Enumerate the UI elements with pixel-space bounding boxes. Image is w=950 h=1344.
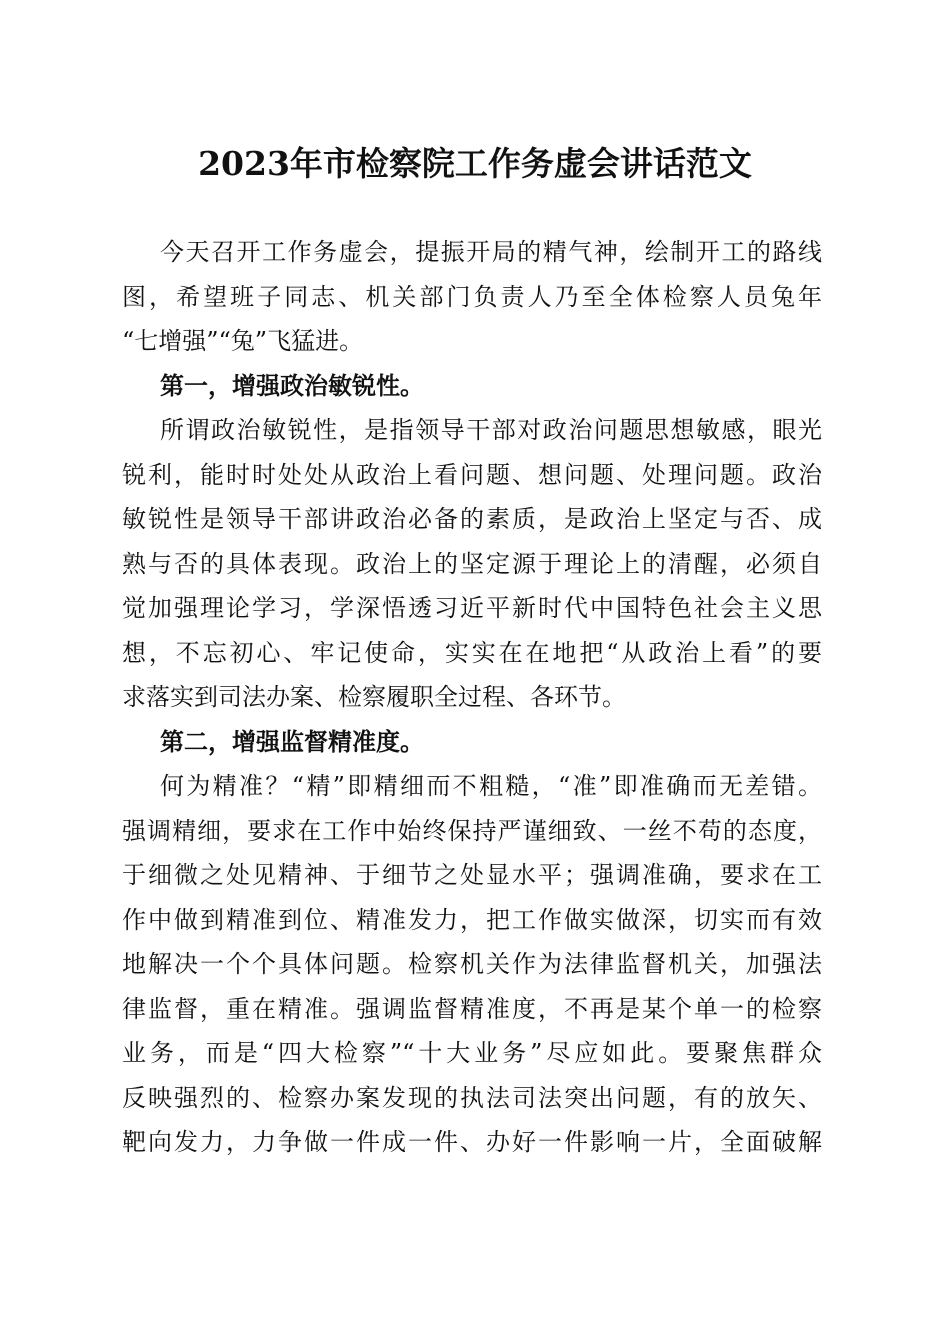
- paragraph: [122, 764, 822, 1165]
- text-line: 第二，增强监督精准度。: [160, 726, 424, 756]
- text-line: 业务，而是“四大检察”“十大业务”尽应如此。要聚焦群众: [122, 1039, 822, 1067]
- document-title: 2023年市检察院工作务虚会讲话范文: [198, 144, 752, 183]
- text-line: 觉加强理论学习，学深悟透习近平新时代中国特色社会主义思: [122, 594, 822, 622]
- text-line: 想，不忘初心、牢记使命，实实在在地把“从政治上看”的要: [122, 638, 822, 667]
- text-line: 求落实到司法办案、检察履职全过程、各环节。: [122, 683, 626, 711]
- text-line: 熟与否的具体表现。政治上的坚定源于理论上的清醒，必须自: [122, 549, 822, 578]
- text-line: 何为精准？“精”即精细而不粗糙，“准”即准确而无差错。: [160, 772, 822, 800]
- text-line: 反映强烈的、检察办案发现的执法司法突出问题，有的放矢、: [122, 1083, 822, 1112]
- text-line: 第一，增强政治敏锐性。: [160, 370, 424, 400]
- text-line: 律监督，重在精准。强调监督精准度，不再是某个单一的检察: [122, 994, 822, 1023]
- text-line: 于细微之处见精神、于细节之处显水平；强调准确，要求在工: [122, 861, 822, 889]
- text-line: 今天召开工作务虚会，提振开局的精气神，绘制开工的路线: [160, 238, 822, 266]
- document-body: [122, 230, 822, 1165]
- paragraph: [122, 408, 822, 720]
- text-line: “七增强”“兔”飞猛进。: [122, 327, 364, 355]
- text-line: 所谓政治敏锐性，是指领导干部对政治问题思想敏感，眼光: [160, 416, 822, 444]
- section-heading: [122, 720, 822, 765]
- paragraph: [122, 230, 822, 364]
- text-line: 敏锐性是领导干部讲政治必备的素质，是政治上坚定与否、成: [122, 505, 822, 533]
- text-line: 图，希望班子同志、机关部门负责人乃至全体检察人员兔年: [122, 282, 822, 311]
- text-line: 作中做到精准到位、精准发力，把工作做实做深，切实而有效: [122, 905, 822, 934]
- text-line: 锐利，能时时处处从政治上看问题、想问题、处理问题。政治: [122, 460, 822, 489]
- text-line: 靶向发力，力争做一件成一件、办好一件影响一片，全面破解: [122, 1128, 822, 1156]
- section-heading: [122, 364, 822, 409]
- text-line: 地解决一个个具体问题。检察机关作为法律监督机关，加强法: [122, 950, 822, 978]
- text-line: 强调精细，要求在工作中始终保持严谨细致、一丝不苟的态度，: [122, 816, 822, 845]
